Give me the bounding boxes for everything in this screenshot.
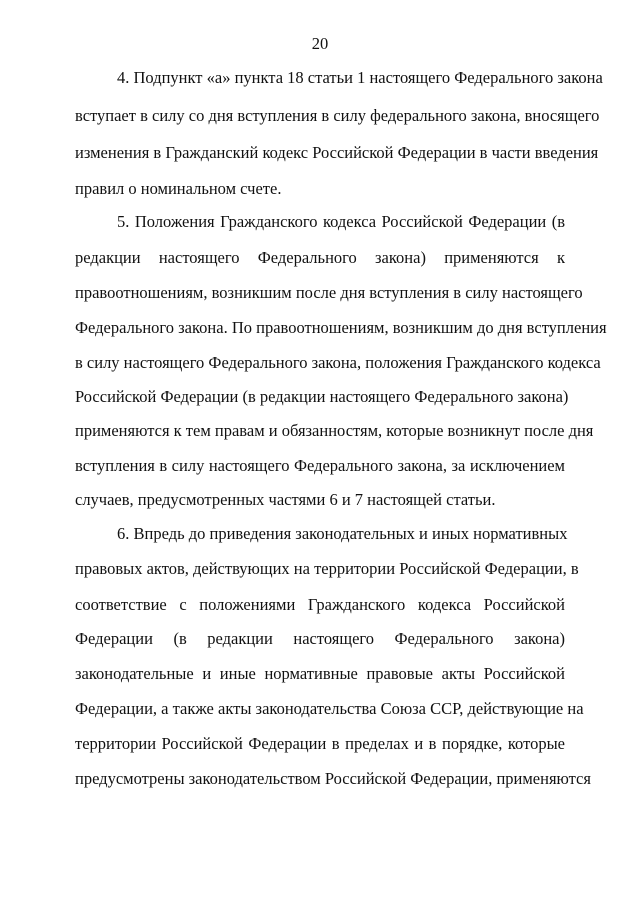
paragraph-6-line-2: правовых актов, действующих на территории Российской Федерации, в [75, 559, 579, 578]
paragraph-5-line-1: 5. Положения Гражданского кодекса Российской Федерации (в [117, 212, 565, 231]
paragraph-5-line-6: Российской Федерации (в редакции настоящего Федерального закона) [75, 387, 569, 406]
paragraph-5-line-2: редакции настоящего Федерального закона) применяются к [75, 248, 565, 267]
paragraph-5-line-7: применяются к тем правам и обязанностям, которые возникнут после дня [75, 421, 594, 440]
paragraph-6-line-5: законодательные и иные нормативные правовые акты Российской [75, 664, 565, 683]
paragraph-5-line-8: вступления в силу настоящего Федерального закона, за исключением [75, 456, 565, 475]
paragraph-5-line-4: Федерального закона. По правоотношениям, возникшим до дня вступления [75, 318, 607, 337]
paragraph-4-line-4: правил о номинальном счете. [75, 179, 282, 198]
paragraph-6-line-3: соответствие с положениями Гражданского кодекса Российской [75, 595, 565, 614]
paragraph-4-line-1: 4. Подпункт «а» пункта 18 статьи 1 настоящего Федерального закона [117, 68, 603, 87]
paragraph-6-line-4: Федерации (в редакции настоящего Федерального закона) [75, 629, 565, 648]
paragraph-5-line-9: случаев, предусмотренных частями 6 и 7 настоящей статьи. [75, 490, 496, 509]
paragraph-5-line-5: в силу настоящего Федерального закона, положения Гражданского кодекса [75, 353, 601, 372]
page-number: 20 [311, 34, 329, 53]
paragraph-6-line-7: территории Российской Федерации в пределах и в порядке, которые [75, 734, 565, 753]
paragraph-5-line-3: правоотношениям, возникшим после дня вступления в силу настоящего [75, 283, 583, 302]
paragraph-4-line-3: изменения в Гражданский кодекс Российской Федерации в части введения [75, 143, 599, 162]
paragraph-6-line-6: Федерации, а также акты законодательства Союза ССР, действующие на [75, 699, 584, 718]
paragraph-6-line-1: 6. Впредь до приведения законодательных и иных нормативных [117, 524, 568, 543]
paragraph-4-line-2: вступает в силу со дня вступления в силу федерального закона, вносящего [75, 106, 600, 125]
paragraph-6-line-8: предусмотрены законодательством Российской Федерации, применяются [75, 769, 591, 788]
